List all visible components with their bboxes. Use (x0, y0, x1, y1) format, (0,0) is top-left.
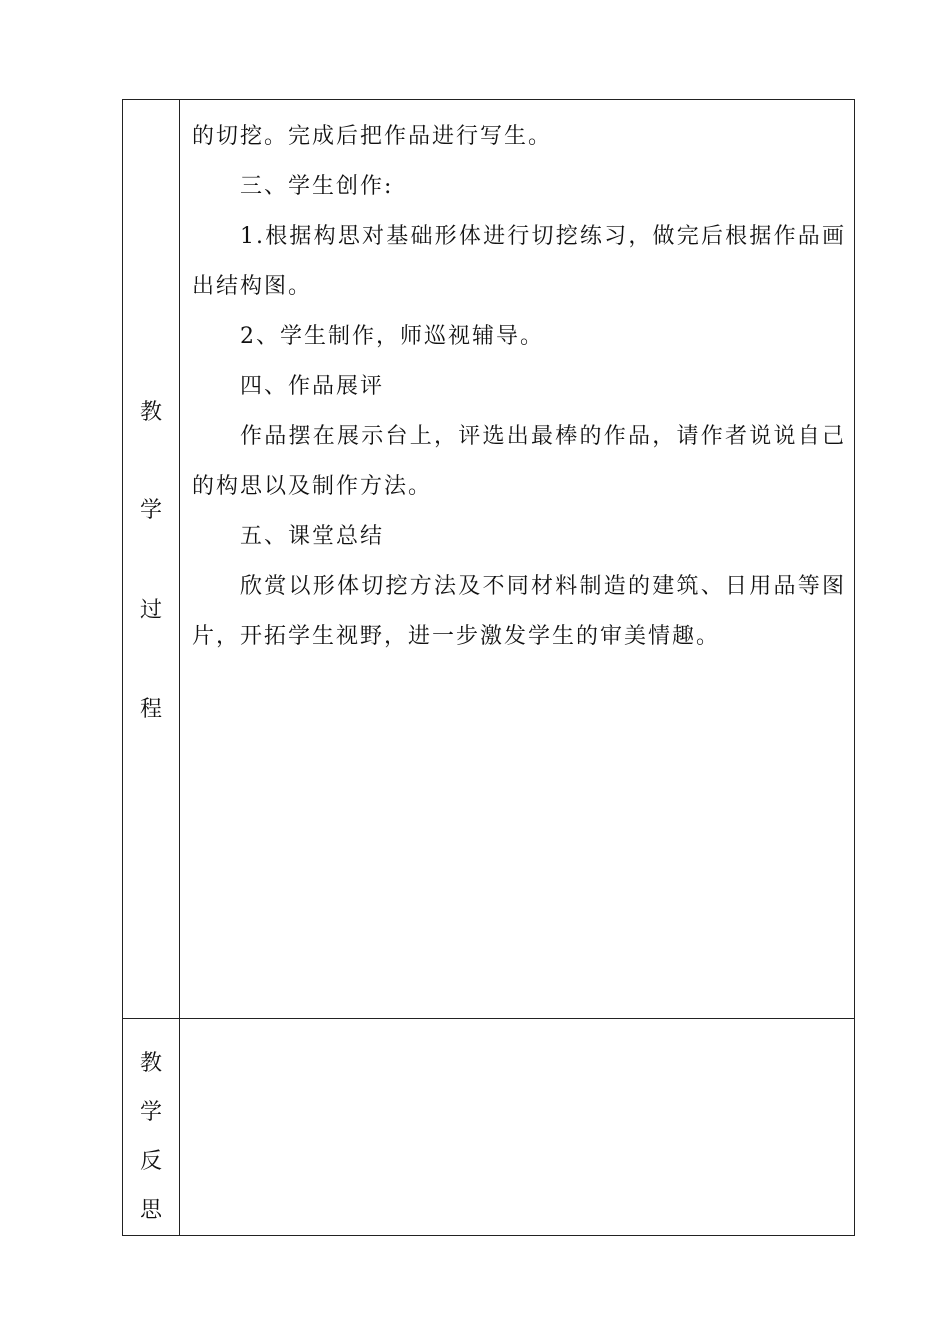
teaching-process-row (123, 100, 855, 1019)
label-char: 教 (139, 400, 162, 425)
paragraph: 2、学生制作，师巡视辅导。 (240, 324, 544, 349)
label-char: 思 (139, 1198, 162, 1223)
paragraph: 五、课堂总结 (240, 524, 385, 549)
label-char: 反 (139, 1149, 162, 1174)
paragraph: 的切挖。完成后把作品进行写生。 (192, 124, 553, 149)
teaching-process-content-cell (180, 100, 855, 1019)
teaching-reflection-content-cell (180, 1019, 855, 1236)
lesson-plan-table (122, 99, 855, 1236)
label-char: 过 (139, 598, 162, 623)
teaching-process-label-cell (123, 100, 180, 1019)
paragraph: 作品摆在展示台上，评选出最棒的作品，请作者说说自己的构思以及制作方法。 (192, 424, 846, 499)
paragraph: 四、作品展评 (240, 374, 385, 399)
label-char: 程 (139, 697, 162, 722)
teaching-reflection-label-cell (123, 1019, 180, 1236)
label-char: 教 (139, 1051, 162, 1076)
label-char: 学 (139, 1100, 162, 1125)
paragraph: 欣赏以形体切挖方法及不同材料制造的建筑、日用品等图片，开拓学生视野，进一步激发学生的审美情趣。 (192, 574, 846, 649)
teaching-reflection-row (123, 1019, 855, 1236)
teaching-process-content (180, 100, 854, 662)
paragraph: 三、学生创作: (240, 174, 394, 199)
label-char: 学 (139, 498, 162, 523)
teaching-process-label (123, 100, 179, 1018)
teaching-reflection-label (123, 1019, 179, 1235)
paragraph: 1.根据构思对基础形体进行切挖练习，做完后根据作品画出结构图。 (192, 224, 846, 299)
